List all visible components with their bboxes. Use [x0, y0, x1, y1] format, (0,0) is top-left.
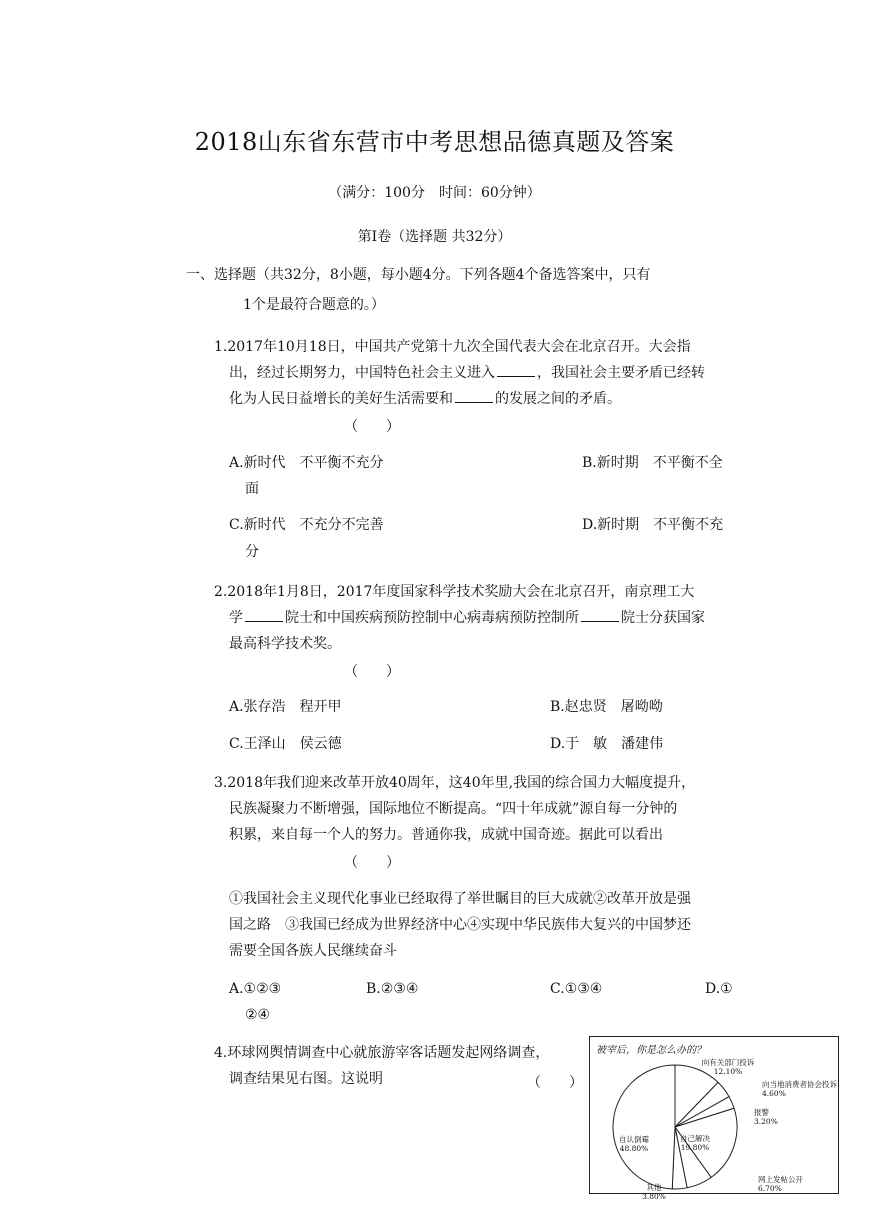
q1-option-a: A.新时代 不平衡不充分: [229, 455, 384, 471]
q4-line-2: 调查结果见右图。这说明: [229, 1071, 383, 1087]
q2-text: 学: [229, 610, 243, 626]
q1-line-3: [229, 386, 621, 412]
slice-label: 向当地消费者协会投诉: [762, 1080, 837, 1089]
q1-option-d-wrap: 分: [245, 544, 259, 560]
pie-chart: [590, 1037, 838, 1201]
q1-text: ，我国社会主要矛盾已经转: [537, 365, 705, 381]
q3-option-d: D.①: [705, 981, 733, 997]
q3-option-a: A.①②③: [229, 981, 282, 997]
q2-text: 院士分获国家: [621, 610, 705, 626]
q2-option-a: A.张存浩 程开甲: [229, 699, 342, 715]
q1-line-2: [229, 360, 705, 386]
slice-label: 报警: [754, 1108, 769, 1117]
q3-line-2: 民族凝聚力不断增强，国际地位不断提高。“四十年成就”源自每一分钟的: [229, 801, 678, 817]
slice-value-label: 12.10%: [713, 1067, 743, 1076]
q2-line-1: 2.2018年1月8日，2017年度国家科学技术奖励大会在北京召开，南京理工大: [214, 584, 695, 600]
pie-slice: [613, 1065, 675, 1189]
q1-line-1: 1.2017年10月18日，中国共产党第十九次全国代表大会在北京召开。大会指: [214, 339, 691, 355]
instruction-line-1: 一、选择题（共32分，8小题，每小题4分。下列各题4个备选答案中，只有: [186, 267, 651, 283]
q3-statement-2: 国之路 ③我国已经成为世界经济中心④实现中华民族伟大复兴的中国梦还: [229, 917, 691, 933]
answer-paren: （ ）: [527, 1075, 583, 1091]
answer-blank: [245, 607, 283, 622]
answer-paren: （ ）: [344, 855, 400, 871]
slice-value-label: 6.70%: [758, 1184, 782, 1193]
answer-paren: （ ）: [344, 419, 400, 435]
slice-label: 网上发帖公开: [758, 1175, 803, 1184]
slice-value-label: 48.80%: [619, 1144, 649, 1153]
q1-text: 的发展之间的矛盾。: [495, 391, 621, 407]
q3-line-3: 积累，来自每一个人的努力。普通你我，成就中国奇迹。据此可以看出: [229, 827, 663, 843]
exam-meta: （满分：100分 时间：60分钟）: [328, 185, 541, 201]
q2-line-2: [229, 605, 705, 631]
slice-value-label: 19.80%: [680, 1143, 710, 1152]
q1-option-c: C.新时代 不充分不完善: [229, 517, 384, 533]
slice-value-label: 3.80%: [642, 1192, 666, 1201]
q1-option-d: D.新时期 不平衡不充: [582, 517, 724, 533]
answer-paren: （ ）: [344, 664, 400, 680]
slice-label: 其他: [646, 1183, 662, 1192]
slice-value-label: 4.60%: [762, 1089, 786, 1098]
q1-text: 化为人民日益增长的美好生活需要和: [229, 391, 453, 407]
instruction-line-2: 1个是最符合题意的。）: [243, 297, 385, 313]
q3-option-d-wrap: ②④: [245, 1007, 271, 1023]
q3-option-b: B.②③④: [366, 981, 419, 997]
q4-line-1: 4.环球网舆情调查中心就旅游宰客话题发起网络调查，: [214, 1045, 550, 1061]
page-title: 2018山东省东营市中考思想品德真题及答案: [194, 128, 675, 156]
q3-line-1: 3.2018年我们迎来改革开放40周年，这40年里,我国的综合国力大幅度提升，: [214, 775, 696, 791]
q2-line-3: 最高科学技术奖。: [229, 636, 341, 652]
answer-blank: [497, 362, 535, 377]
q3-statement-1: ①我国社会主义现代化事业已经取得了举世瞩目的巨大成就②改革开放是强: [229, 891, 691, 907]
answer-blank: [581, 607, 619, 622]
q2-text: 院士和中国疾病预防控制中心病毒病预防控制所: [285, 610, 579, 626]
slice-value-label: 3.20%: [754, 1117, 778, 1126]
section-heading: 第Ⅰ卷（选择题 共32分）: [357, 229, 512, 245]
q2-option-c: C.王泽山 侯云德: [229, 736, 342, 752]
q1-text: 出，经过长期努力，中国特色社会主义进入: [229, 365, 495, 381]
answer-blank: [455, 388, 493, 403]
q2-option-b: B.赵忠贤 屠呦呦: [550, 699, 663, 715]
chart-title: 被宰后，你是怎么办的？: [596, 1045, 706, 1056]
q1-option-b-wrap: 面: [245, 481, 259, 497]
q2-option-d: D.于 敏 潘建伟: [550, 736, 664, 752]
pie-chart-figure: [589, 1036, 839, 1201]
q3-statement-3: 需要全国各族人民继续奋斗: [229, 943, 397, 959]
q3-option-c: C.①③④: [550, 981, 603, 997]
slice-label: 自认倒霉: [619, 1135, 649, 1144]
slice-label: 自己解决: [680, 1134, 710, 1143]
q1-option-b: B.新时期 不平衡不全: [582, 455, 723, 471]
slice-label: 向有关部门投诉: [701, 1058, 755, 1067]
